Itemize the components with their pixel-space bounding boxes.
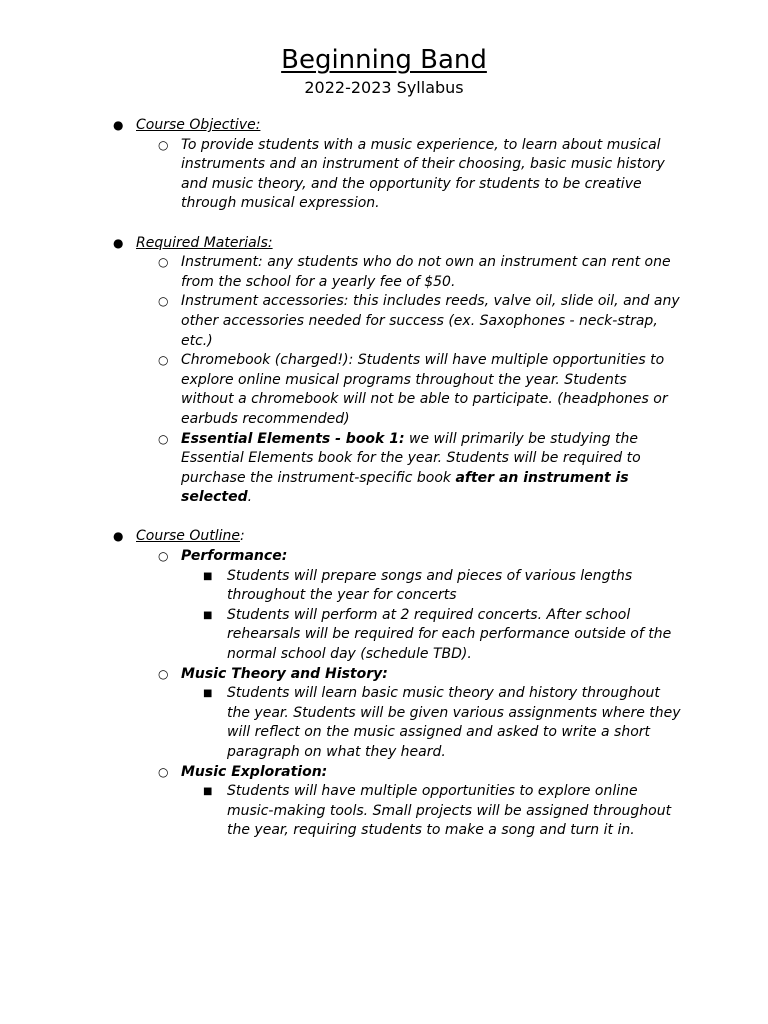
- page-title: Beginning Band: [281, 45, 487, 75]
- outline-heading: Course Outline: [136, 528, 240, 545]
- section-required-materials: [0, 234, 768, 508]
- exploration-label: Music Exploration:: [181, 763, 328, 780]
- material-book-lead: Essential Elements - book 1:: [181, 430, 405, 447]
- bullet-square: ■: [203, 786, 213, 798]
- bullet-circle: ○: [158, 666, 169, 681]
- bullet-square: ■: [203, 609, 213, 621]
- list-item: [0, 430, 768, 508]
- bullet-circle: ○: [158, 549, 169, 564]
- page-subtitle: 2022-2023 Syllabus: [304, 78, 464, 97]
- bullet-square: ■: [203, 688, 213, 700]
- outline-heading-colon: :: [239, 528, 245, 545]
- list-item: [0, 292, 768, 351]
- section-course-outline: [0, 527, 768, 841]
- bullet-square: ■: [203, 570, 213, 582]
- syllabus-content: [0, 116, 768, 861]
- list-item: [0, 136, 768, 214]
- objective-heading: Course Objective:: [136, 117, 261, 133]
- list-item: [0, 606, 768, 665]
- bullet-circle: ○: [158, 294, 169, 309]
- material-book-emphasis: after an instrument is selected: [181, 469, 629, 506]
- list-item: [0, 351, 768, 429]
- list-item: [0, 782, 768, 841]
- material-chromebook: Chromebook (charged!): Students will have multiple opportunities to explore online musical programs throughout the year. Students without a chromebook will not be able to participate. (headphones or earbuds recommended): [181, 352, 668, 427]
- performance-label: Performance:: [181, 548, 288, 565]
- material-book-end: .: [247, 489, 253, 506]
- bullet-circle: ○: [158, 255, 169, 270]
- list-item: [0, 763, 768, 783]
- bullet-disc: ●: [113, 118, 124, 132]
- bullet-circle: ○: [158, 137, 169, 152]
- bullet-circle: ○: [158, 431, 169, 446]
- bullet-disc: ●: [113, 529, 124, 544]
- performance-item: Students will prepare songs and pieces of various lengths throughout the year for concerts: [227, 567, 633, 604]
- list-item: [0, 567, 768, 606]
- material-book-text: we will primarily be studying the Essential Elements book for the year. Students will be required to purchase the instrument-specific book: [181, 430, 641, 486]
- list-item: [0, 547, 768, 567]
- section-course-objective: [0, 116, 768, 214]
- bullet-circle: ○: [158, 764, 169, 779]
- list-item: [0, 684, 768, 762]
- exploration-item: Students will have multiple opportunities to explore online music-making tools. Small projects will be assigned throughout the year, requiring students to make a song and turn it in.: [227, 783, 672, 839]
- bullet-disc: ●: [113, 235, 124, 250]
- performance-item: Students will perform at 2 required concerts. After school rehearsals will be required for each performance outside of the normal school day (schedule TBD).: [227, 606, 672, 663]
- list-item: [0, 253, 768, 292]
- section-heading: [0, 116, 768, 136]
- material-instrument: Instrument: any students who do not own an instrument can rent one from the school for a yearly fee of $50.: [181, 254, 671, 290]
- bullet-circle: ○: [158, 353, 169, 368]
- material-accessories: Instrument accessories: this includes reeds, valve oil, slide oil, and any other accessories needed for success (ex. Saxophones - neck-strap, etc.): [181, 293, 680, 349]
- objective-text: To provide students with a music experience, to learn about musical instruments and an instrument of their choosing, basic music history and music theory, and the opportunity for students to be creative through musical expression.: [181, 136, 665, 212]
- section-heading: [0, 234, 768, 254]
- theory-item: Students will learn basic music theory and history throughout the year. Students will be given various assignments where they will reflect on the music assigned and asked to write a short paragraph on what they heard.: [227, 685, 681, 760]
- section-heading: [0, 527, 768, 547]
- theory-label: Music Theory and History:: [181, 665, 388, 682]
- list-item: [0, 665, 768, 685]
- materials-heading: Required Materials:: [136, 234, 273, 251]
